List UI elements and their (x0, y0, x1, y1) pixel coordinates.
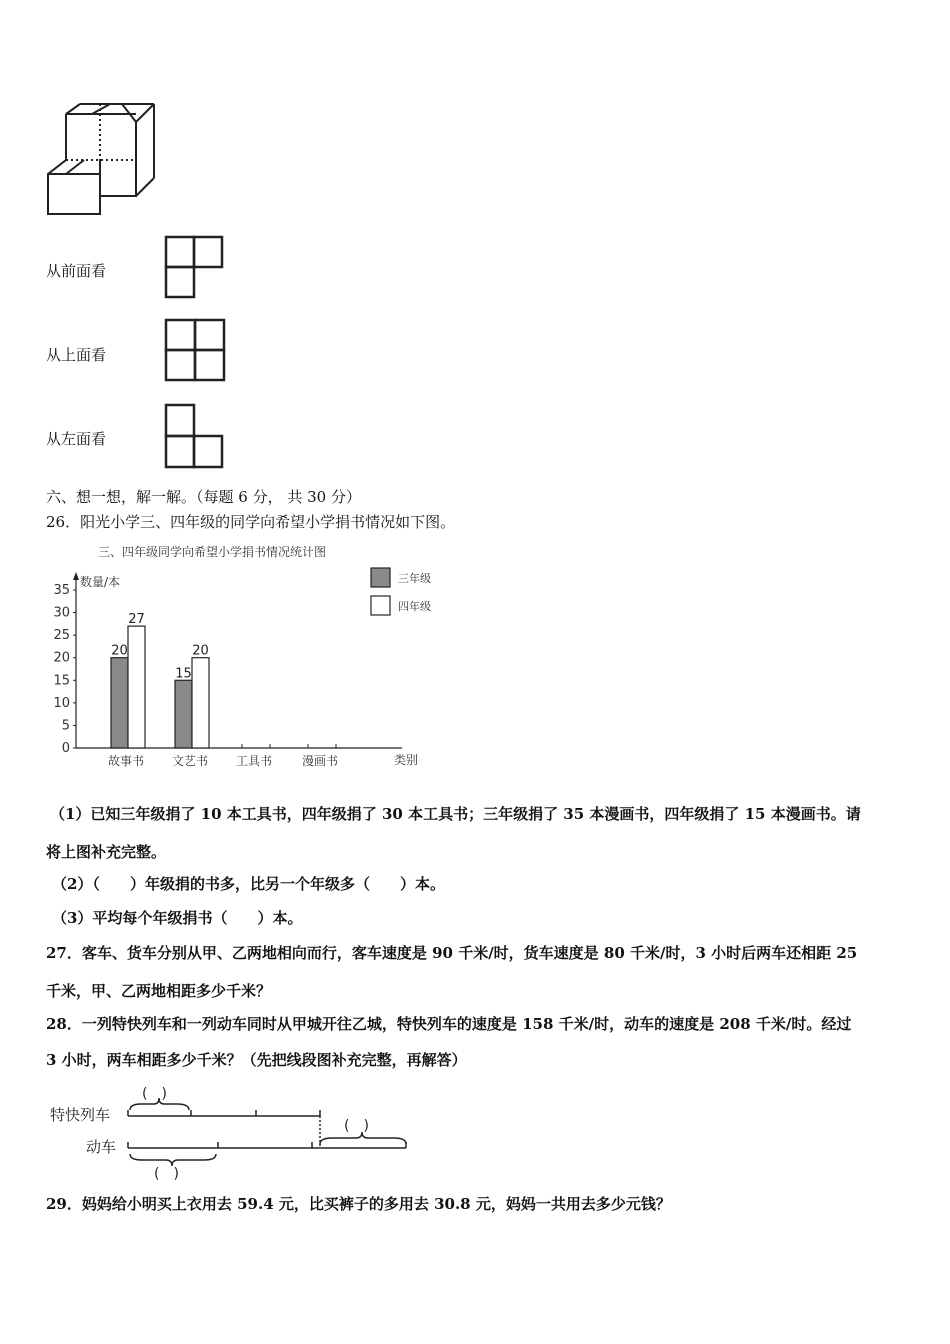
bar-chart (46, 540, 456, 772)
legend-label: 四年级 (398, 600, 431, 613)
segment-diagram (46, 1082, 416, 1182)
y-axis-arrow (73, 572, 79, 580)
q27-line1: 27．客车、货车分别从甲、乙两地相向而行，客车速度是 90 千米/时，货车速度是 80 千米/时，3 小时后两车还相距 25 (46, 944, 858, 962)
x-tick-label: 故事书 (107, 754, 145, 768)
front-view-label: 从前面看 (46, 262, 107, 280)
chart-title: 三、四年级同学向希望小学捐书情况统计图 (98, 545, 327, 559)
bar (192, 658, 209, 748)
q27-line2: 千米，甲、乙两地相距多少千米？ (46, 982, 272, 1000)
bar-value-label: 27 (128, 612, 145, 628)
y-tick-label: 25 (53, 628, 70, 644)
bar (111, 658, 128, 748)
q26-sub3: （3）平均每个年级捐书（ ）本。 (52, 909, 303, 927)
chart-ylabel: 数量/本 (80, 575, 121, 589)
left-view-grid (163, 402, 225, 470)
chart-xlabel: 类别 (394, 753, 419, 767)
y-tick-label: 15 (53, 673, 70, 689)
blank-top: ( ) (142, 1086, 167, 1102)
bar (175, 680, 192, 748)
legend-swatch (371, 596, 390, 615)
section-heading: 六、想一想，解一解。（每题 6 分， 共 30 分） (46, 488, 361, 506)
y-tick-label: 35 (53, 583, 70, 598)
q26-sub2: （2）（ ）年级捐的书多，比另一个年级多（ ）本。 (52, 875, 445, 893)
y-tick-label: 10 (53, 695, 70, 711)
blank-right: ( ) (344, 1118, 369, 1134)
bar-value-label: 20 (111, 643, 128, 659)
train1-label: 特快列车 (50, 1106, 111, 1124)
x-tick-label: 文艺书 (171, 754, 209, 768)
q26-stem: 26．阳光小学三、四年级的同学向希望小学捐书情况如下图。 (46, 513, 456, 531)
legend-label: 三年级 (398, 572, 431, 585)
q28-line1: 28．一列特快列车和一列动车同时从甲城开往乙城，特快列车的速度是 158 千米/时，动车的速度是 208 千米/时。经过 (46, 1015, 852, 1033)
front-view-grid (163, 234, 225, 300)
y-tick-label: 0 (61, 741, 70, 756)
top-view-grid (163, 317, 227, 383)
q29-text: 29．妈妈给小明买上衣用去 59.4 元，比买裤子的多用去 30.8 元，妈妈一共用去多少元钱？ (46, 1195, 671, 1213)
y-tick-label: 30 (53, 605, 70, 621)
blank-bottom: ( ) (154, 1166, 179, 1182)
x-tick-label: 工具书 (235, 754, 273, 768)
q28-line2: 3 小时，两车相距多少千米？（先把线段图补充完整，再解答） (46, 1051, 467, 1069)
train2-label: 动车 (86, 1138, 117, 1156)
y-tick-label: 5 (61, 718, 70, 734)
left-view-label: 从左面看 (46, 430, 107, 448)
bar (128, 626, 145, 748)
bar-value-label: 15 (175, 666, 192, 682)
bar-value-label: 20 (192, 643, 209, 659)
q26-sub1-line2: 将上图补充完整。 (46, 843, 167, 861)
y-tick-label: 20 (53, 650, 70, 666)
top-view-label: 从上面看 (46, 346, 107, 364)
x-tick-label: 漫画书 (301, 754, 339, 768)
legend-swatch (371, 568, 390, 587)
cube-stack-figure (44, 100, 160, 220)
q26-sub1-line1: （1）已知三年级捐了 10 本工具书，四年级捐了 30 本工具书；三年级捐了 35 本漫画书，四年级捐了 15 本漫画书。请 (50, 805, 861, 823)
